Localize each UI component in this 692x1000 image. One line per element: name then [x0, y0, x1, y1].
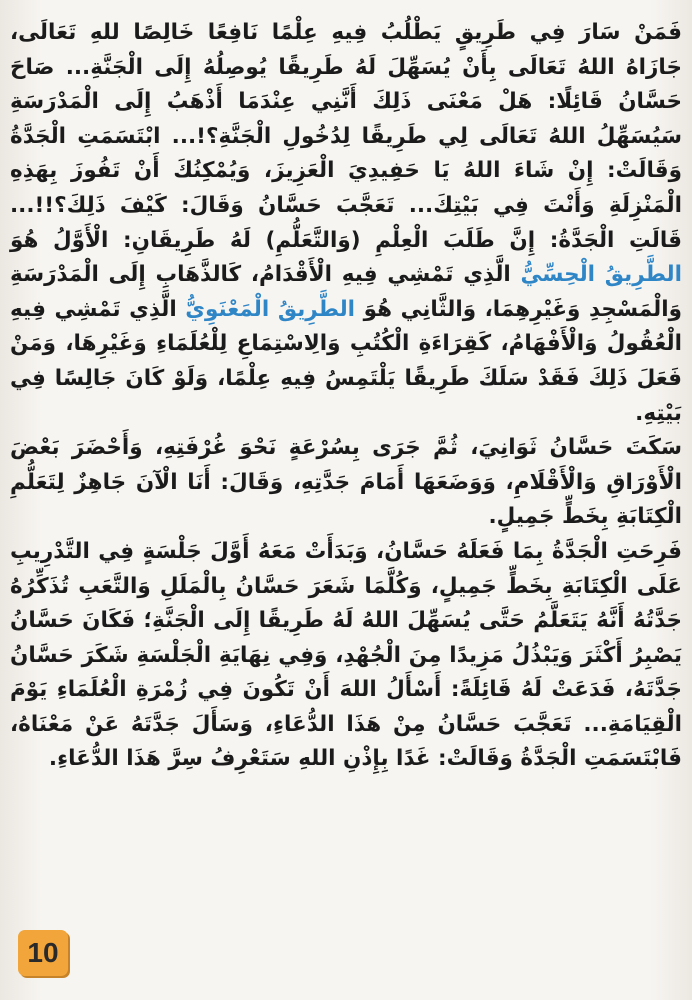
segment: فَرِحَتِ الْجَدَّةُ بِمَا فَعَلَهُ حَسَّانُ، وَبَدَأَتْ مَعَهُ أَوَّلَ جَلْسَةٍ فِي التَّدْرِيبِ عَلَى الْكِتَابَةِ بِخَطٍّ جَمِيلٍ، وَكُلَّمَا شَعَرَ حَسَّانُ بِالْمَلَلِ وَالتَّعَبِ تُذَكِّرُهُ جَدَّتُهُ أَنَّهُ يَتَعَلَّمُ حَتَّى يُسَهِّلَ اللهُ لَهُ طَرِيقًا إِلَى الْجَنَّةِ؛ فَكَانَ حَسَّانُ يَصْبِرُ أَكْثَرَ وَيَبْذُلُ مَزِيدًا مِنَ الْجُهْدِ، وَفِي نِهَايَةِ الْجَلْسَةِ شَكَرَ حَسَّانُ جَدَّتَهُ، فَدَعَتْ لَهُ قَائِلَةً: أَسْأَلُ اللهَ أَنْ تَكُونَ فِي زُمْرَةِ الْعُلَمَاءِ يَوْمَ الْقِيَامَةِ... تَعَجَّبَ حَسَّانُ مِنْ هَذَا الدُّعَاءِ، وَسَأَلَ جَدَّتَهُ عَنْ مَعْنَاهُ، فَابْتَسَمَتِ الْجَدَّةُ وَقَالَتْ: غَدًا بِإِذْنِ اللهِ سَتَعْرِفُ سِرَّ هَذَا الدُّعَاءِ. — [10, 538, 682, 772]
highlighted-term-sensory-path: الطَّرِيقُ الْحِسِّيُّ — [520, 262, 682, 288]
segment: فَمَنْ سَارَ فِي طَرِيقٍ يَطْلُبُ فِيهِ عِلْمًا نَافِعًا خَالِصًا للهِ تَعَالَى، جَازَاهُ اللهُ تَعَالَى بِأَنْ يُسَهِّلَ لَهُ طَرِيقًا يُوصِلُهُ إِلَى الْجَنَّةِ... صَاحَ حَسَّانُ قَائِلًا: هَلْ مَعْنَى ذَلِكَ أَنَّنِي عِنْدَمَا أَذْهَبُ إِلَى الْمَدْرَسَةِ سَيُسَهِّلُ اللهُ تَعَالَى لِي طَرِيقًا لِدُخُولِ الْجَنَّةِ؟!... ابْتَسَمَتِ الْجَدَّةُ وَقَالَتْ: إِنْ شَاءَ اللهُ يَا حَفِيدِيَ الْعَزِيزَ، وَيُمْكِنُكَ أَنْ تَفُوزَ بِهَذِهِ الْمَنْزِلَةِ وَأَنْتَ فِي بَيْتِكَ... تَعَجَّبَ حَسَّانُ وَقَالَ: كَيْفَ ذَلِكَ؟!!... قَالَتِ الْجَدَّةُ: إِنَّ طَلَبَ الْعِلْمِ (وَالتَّعَلُّمِ) لَهُ طَرِيقَانِ: الْأَوَّلُ هُوَ — [10, 20, 682, 253]
segment: الَّذِي تَمْشِي فِيهِ الْعُقُولُ وَالْأَفْهَامُ، كَقِرَاءَةِ الْكُتُبِ وَالِاسْتِمَاعِ لِلْعُلَمَاءِ وَغَيْرِهَا، وَمَنْ فَعَلَ ذَلِكَ فَقَدْ سَلَكَ طَرِيقًا يَلْتَمِسُ فِيهِ عِلْمًا، وَلَوْ كَانَ جَالِسًا فِي بَيْتِهِ. — [10, 296, 682, 426]
highlighted-term-abstract-path: الطَّرِيقُ الْمَعْنَوِيُّ — [185, 296, 356, 322]
page-number-badge — [18, 930, 68, 976]
segment: سَكَتَ حَسَّانُ ثَوَانِيَ، ثُمَّ جَرَى بِسُرْعَةٍ نَحْوَ غُرْفَتِهِ، وَأَحْضَرَ بَعْضَ الْأَوْرَاقِ وَالْأَقْلَامِ، وَوَضَعَهَا أَمَامَ جَدَّتِهِ، وَقَالَ: أَنَا الْآنَ جَاهِزٌ لِتَعَلُّمِ الْكِتَابَةِ بِخَطٍّ جَمِيلٍ. — [10, 435, 682, 530]
paragraph-2 — [10, 431, 682, 535]
page-number: 10 — [27, 937, 59, 968]
paragraph-1 — [10, 16, 682, 431]
story-text — [10, 16, 682, 777]
segment: الَّذِي تَمْشِي فِيهِ الْأَقْدَامُ، كَالذَّهَابِ إِلَى الْمَدْرَسَةِ وَالْمَسْجِدِ وَغَيْرِهِمَا، وَالثَّانِي هُوَ — [10, 262, 682, 322]
paragraph-3 — [10, 535, 682, 777]
